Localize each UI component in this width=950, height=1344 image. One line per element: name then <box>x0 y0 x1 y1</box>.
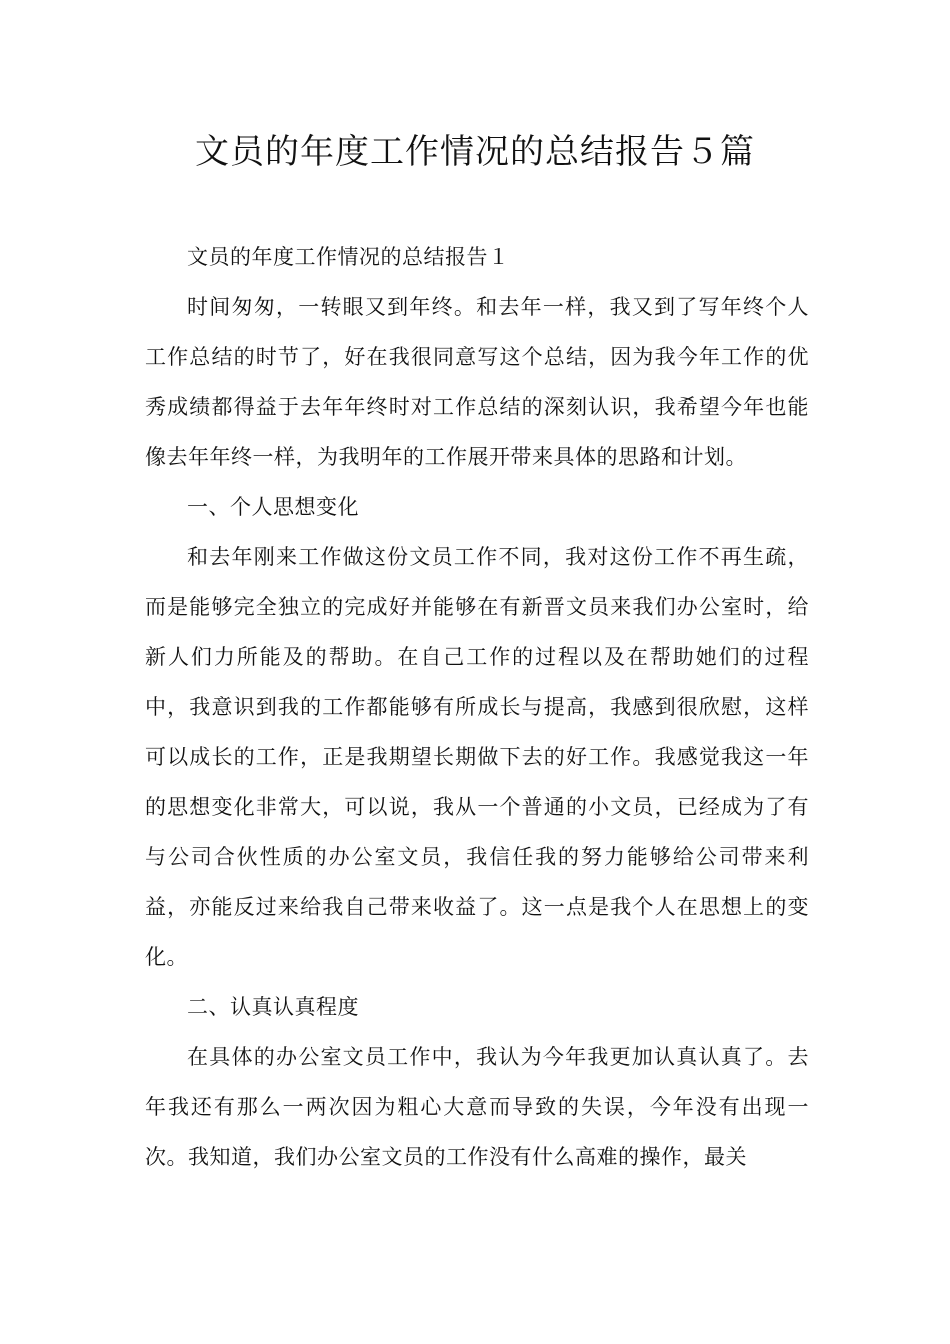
document-body <box>145 232 809 1182</box>
section-heading-diligence: 二、认真认真程度 <box>187 995 359 1019</box>
paragraph-intro: 时间匆匆，一转眼又到年终。和去年一样，我又到了写年终个人工作总结的时节了，好在我很同意写这个总结，因为我今年工作的优秀成绩都得益于去年年终时对工作总结的深刻认识，我希望今年也能像去年年终一样，为我明年的工作展开带来具体的思路和计划。 <box>145 295 809 469</box>
section-heading-thought-change: 一、个人思想变化 <box>187 495 359 519</box>
section-heading-report-1: 文员的年度工作情况的总结报告１ <box>187 245 510 269</box>
paragraph-thought-change: 和去年刚来工作做这份文员工作不同，我对这份工作不再生疏，而是能够完全独立的完成好并能够在有新晋文员来我们办公室时，给新人们力所能及的帮助。在自己工作的过程以及在帮助她们的过程中，我意识到我的工作都能够有所成长与提高，我感到很欣慰，这样可以成长的工作，正是我期望长期做下去的好工作。我感觉我这一年的思想变化非常大，可以说，我从一个普通的小文员，已经成为了有与公司合伙性质的办公室文员，我信任我的努力能够给公司带来利益，亦能反过来给我自己带来收益了。这一点是我个人在思想上的变化。 <box>145 545 809 969</box>
paragraph-diligence: 在具体的办公室文员工作中，我认为今年我更加认真认真了。去年我还有那么一两次因为粗心大意而导致的失误，今年没有出现一次。我知道，我们办公室文员的工作没有什么高难的操作，最关 <box>145 1045 809 1169</box>
document-title: 文员的年度工作情况的总结报告５篇 <box>195 132 755 172</box>
